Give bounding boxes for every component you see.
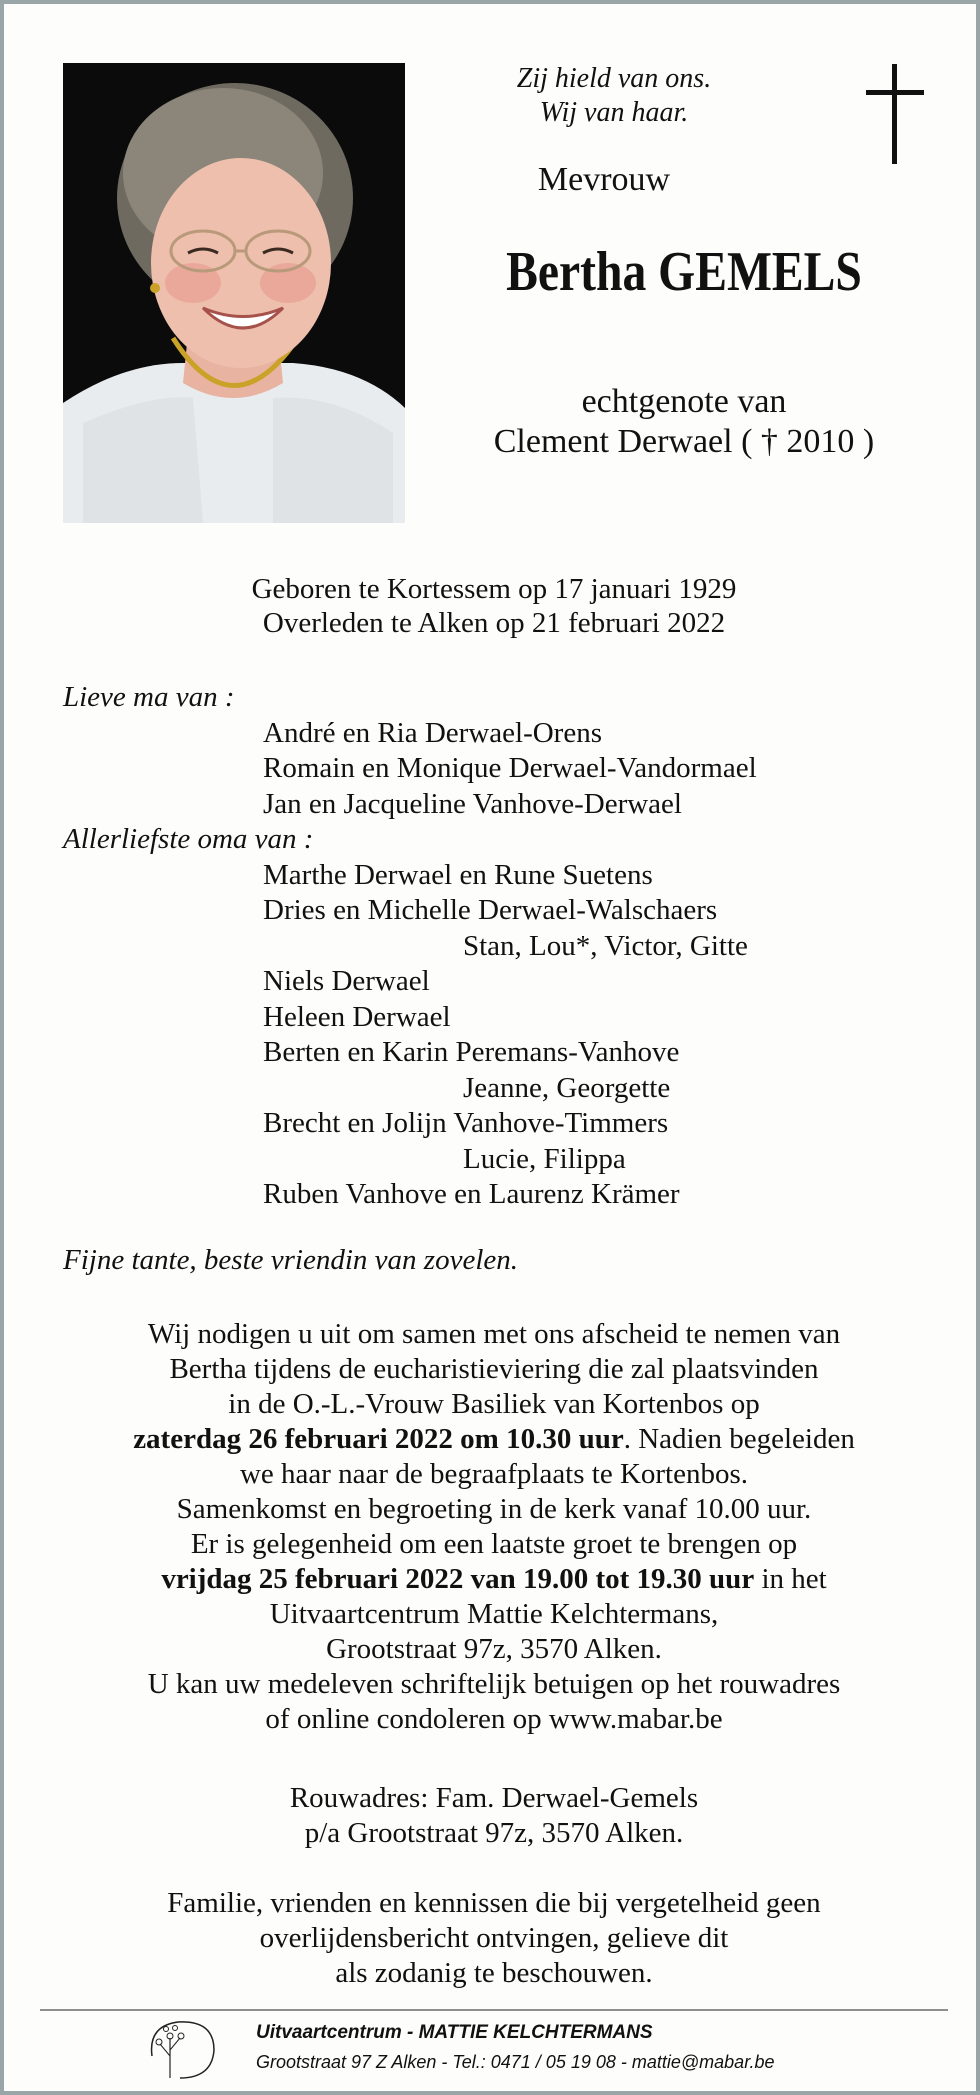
notice-text <box>4 1886 980 1991</box>
invitation-text: . Nadien begeleiden <box>623 1423 855 1455</box>
invitation-line: Uitvaartcentrum Mattie Kelchtermans, <box>269 1598 719 1630</box>
invitation-line: we haar naar de begraafplaats te Kortenbos. <box>239 1458 749 1490</box>
invitation-line: in de O.-L.-Vrouw Basiliek van Kortenbos op <box>228 1388 760 1420</box>
invitation-line: Samenkomst en begroeting in de kerk vanaf 10.00 uur. <box>176 1493 812 1525</box>
quote-line-2: Wij van haar. <box>539 97 689 128</box>
ceremony-date: zaterdag 26 februari 2022 om 10.30 uur <box>133 1423 624 1455</box>
notice-line: als zodanig te beschouwen. <box>335 1957 653 1989</box>
flower-icon <box>144 2016 218 2082</box>
family-list <box>63 680 943 1213</box>
spouse-line-1: echtgenote van <box>581 383 787 420</box>
grandchild-entry: Marthe Derwael en Rune Suetens <box>263 858 653 891</box>
notice-line: Familie, vrienden en kennissen die bij vergetelheid geen <box>167 1887 821 1919</box>
closing-line: Fijne tante, beste vriendin van zovelen. <box>63 1244 518 1276</box>
spouse-info <box>414 382 954 462</box>
deceased-name: Bertha GEMELS <box>506 241 862 303</box>
quote-line-1: Zij hield van ons. <box>516 63 712 94</box>
invitation-line: U kan uw medeleven schriftelijk betuigen op het rouwadres <box>147 1668 841 1700</box>
funeral-home-contact: Grootstraat 97 Z Alken - Tel.: 0471 / 05 19 08 - mattie@mabar.be <box>256 2052 775 2072</box>
invitation-line: Bertha tijdens de eucharistieviering die zal plaatsvinden <box>169 1353 819 1385</box>
portrait-photo <box>63 63 405 523</box>
address-line-2: p/a Grootstraat 97z, 3570 Alken. <box>304 1817 684 1849</box>
invitation-text: in het <box>754 1563 827 1595</box>
funeral-home-name: Uitvaartcentrum - MATTIE KELCHTERMANS <box>256 2022 653 2043</box>
grandchild-entry: Niels Derwael <box>263 965 430 997</box>
address-line-1: Rouwadres: Fam. Derwael-Gemels <box>289 1782 699 1814</box>
invitation-line: Wij nodigen u uit om samen met ons afscheid te nemen van <box>147 1318 841 1350</box>
memorial-quote <box>434 62 794 130</box>
footer-divider <box>40 2009 948 2011</box>
invitation-line <box>4 1562 980 1597</box>
cross-icon <box>862 64 928 164</box>
death-line: Overleden te Alken op 21 februari 2022 <box>262 607 726 639</box>
invitation-line <box>4 1422 980 1457</box>
grandchild-entry: Brecht en Jolijn Vanhove-Timmers <box>263 1107 669 1139</box>
invitation-line: Grootstraat 97z, 3570 Alken. <box>326 1633 662 1665</box>
portrait-image <box>63 63 405 523</box>
honorific: Mevrouw <box>537 161 671 198</box>
farewell-date: vrijdag 25 februari 2022 van 19.00 tot 19.30 uur <box>161 1563 755 1595</box>
child-entry: Jan en Jacqueline Vanhove-Derwael <box>263 787 682 820</box>
children-heading: Lieve ma van : <box>63 681 235 713</box>
invitation-line: of online condoleren op www.mabar.be <box>265 1703 723 1735</box>
funeral-invitation <box>4 1317 980 1737</box>
child-entry: Romain en Monique Derwael-Vandormael <box>263 752 757 784</box>
notice-line: overlijdensbericht ontvingen, gelieve dit <box>259 1922 729 1954</box>
great-grandchildren-entry: Jeanne, Georgette <box>463 1071 671 1104</box>
grandchild-entry: Berten en Karin Peremans-Vanhove <box>263 1036 680 1068</box>
spouse-line-2: Clement Derwael ( † 2010 ) <box>493 423 875 460</box>
child-entry: André en Ria Derwael-Orens <box>263 716 602 749</box>
great-grandchildren-entry: Lucie, Filippa <box>463 1142 626 1175</box>
grandchild-entry: Ruben Vanhove en Laurenz Krämer <box>263 1178 680 1210</box>
invitation-line: Er is gelegenheid om een laatste groet te brengen op <box>190 1528 798 1560</box>
life-dates <box>4 572 980 640</box>
mourning-address <box>4 1781 980 1851</box>
birth-line: Geboren te Kortessem op 17 januari 1929 <box>251 573 737 605</box>
grandchildren-heading: Allerliefste oma van : <box>63 823 314 855</box>
grandchild-entry: Heleen Derwael <box>263 1000 451 1033</box>
grandchild-entry: Dries en Michelle Derwael-Walschaers <box>263 894 718 926</box>
great-grandchildren-entry: Stan, Lou*, Victor, Gitte <box>463 929 748 962</box>
